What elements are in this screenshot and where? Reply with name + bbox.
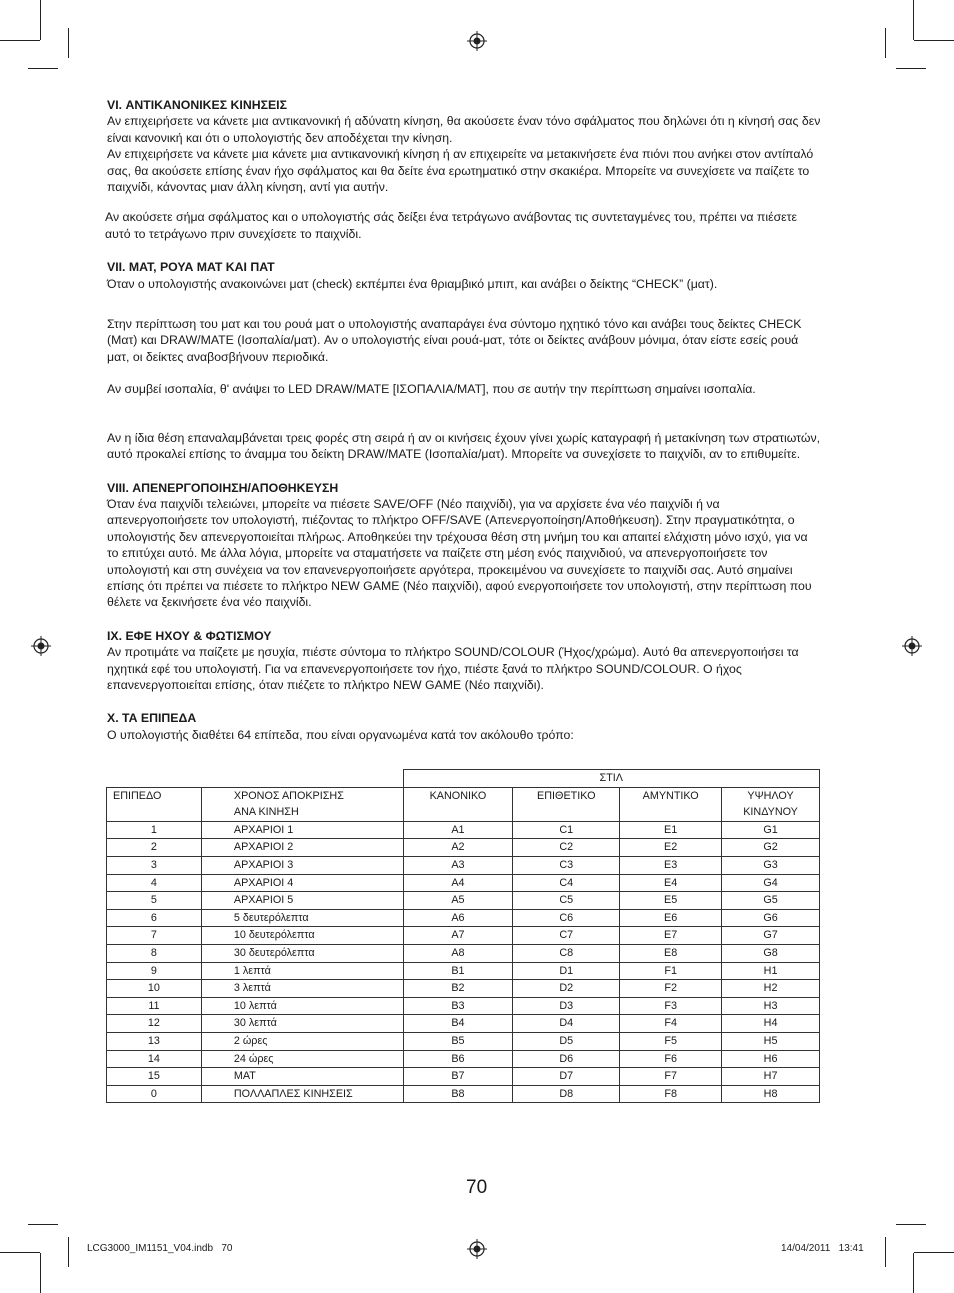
- crop-mark: [885, 1237, 886, 1267]
- crop-mark: [68, 28, 69, 58]
- cell-attack: C4: [513, 874, 620, 892]
- levels-table: [106, 769, 820, 1103]
- cell-high-risk: H1: [722, 962, 820, 980]
- cell-defense: E2: [620, 839, 722, 857]
- crop-mark: [913, 0, 914, 40]
- cell-high-risk: H7: [722, 1068, 820, 1086]
- cell-high-risk: G8: [722, 944, 820, 962]
- cell-response-time: ΜΑΤ: [201, 1068, 403, 1086]
- cell-defense: F5: [620, 1032, 722, 1050]
- col-header-defense: ΑΜΥΝΤΙΚΟ: [620, 787, 722, 821]
- table-row: [107, 909, 820, 927]
- cell-attack: D3: [513, 997, 620, 1015]
- cell-normal: B1: [403, 962, 513, 980]
- cell-response-time: 10 λεπτά: [201, 997, 403, 1015]
- table-header-row: [107, 787, 820, 821]
- cell-defense: F7: [620, 1068, 722, 1086]
- cell-high-risk: H8: [722, 1085, 820, 1103]
- cell-defense: E8: [620, 944, 722, 962]
- cell-attack: C1: [513, 821, 620, 839]
- paragraph: Αν προτιμάτε να παίζετε με ησυχία, πιέστε σύντομα το πλήκτρο SOUND/COLOUR (Ήχος/χρώμα). Αυτό θα απενεργοποιήσει τα ηχητικά εφέ του υπολογιστή. Για να επανενεργοποιήσετε τον ήχο, πιέστε ξανά το πλήκτρο SOUND/COLOUR. Ο ήχος επανενεργοποιείται επίσης, όταν πιέζετε το πλήκτρο NEW GAME (Νέο παιχνίδι).: [107, 645, 799, 692]
- cell-response-time: ΑΡΧΑΡΙΟΙ 1: [201, 821, 403, 839]
- style-group-header: ΣΤΙΛ: [403, 770, 819, 788]
- col-header-level: ΕΠΙΠΕΔΟ: [107, 787, 202, 821]
- crop-mark: [0, 40, 40, 41]
- cell-high-risk: H4: [722, 1015, 820, 1033]
- cell-high-risk: G2: [722, 839, 820, 857]
- cell-response-time: ΑΡΧΑΡΙΟΙ 4: [201, 874, 403, 892]
- cell-attack: C5: [513, 892, 620, 910]
- cell-high-risk: G1: [722, 821, 820, 839]
- cell-high-risk: G3: [722, 856, 820, 874]
- cell-response-time: 5 δευτερόλεπτα: [201, 909, 403, 927]
- table-row: [107, 839, 820, 857]
- footer-date-slug: 14/04/2011 13:41: [781, 1243, 864, 1254]
- section-heading: X. ΤΑ ΕΠΙΠΕΔΑ: [107, 711, 197, 726]
- cell-level: 14: [107, 1050, 202, 1068]
- cell-response-time: 24 ώρες: [201, 1050, 403, 1068]
- cell-response-time: 2 ώρες: [201, 1032, 403, 1050]
- cell-level: 10: [107, 980, 202, 998]
- cell-high-risk: G6: [722, 909, 820, 927]
- cell-normal: B7: [403, 1068, 513, 1086]
- cell-response-time: ΑΡΧΑΡΙΟΙ 3: [201, 856, 403, 874]
- crop-mark: [914, 40, 954, 41]
- page-number: 70: [466, 1177, 488, 1198]
- cell-level: 1: [107, 821, 202, 839]
- cell-normal: A1: [403, 821, 513, 839]
- section-heading: VI. ΑΝΤΙΚΑΝΟΝΙΚΕΣ ΚΙΝΗΣΕΙΣ: [107, 98, 287, 112]
- paragraph: Αν ακούσετε σήμα σφάλματος και ο υπολογιστής σάς δείξει ένα τετράγωνο ανάβοντας τις συντεταγμένες του, πρέπει να πιέσετε αυτό το τετράγωνο πριν συνεχίσετε το παιχνίδι.: [105, 210, 797, 241]
- paragraph: Ο υπολογιστής διαθέτει 64 επίπεδα, που είναι οργανωμένα κατά τον ακόλουθο τρόπο:: [107, 727, 574, 742]
- section-heading: VII. ΜΑΤ, ΡΟΥΑ ΜΑΤ ΚΑΙ ΠΑΤ: [107, 260, 275, 275]
- cell-defense: E6: [620, 909, 722, 927]
- cell-attack: C8: [513, 944, 620, 962]
- cell-level: 15: [107, 1068, 202, 1086]
- cell-level: 2: [107, 839, 202, 857]
- cell-high-risk: H5: [722, 1032, 820, 1050]
- cell-response-time: 30 δευτερόλεπτα: [201, 944, 403, 962]
- registration-mark-icon: [467, 1239, 487, 1259]
- table-row: [107, 1050, 820, 1068]
- paragraph: Αν συμβεί ισοπαλία, θ' ανάψει το LED DRAW/MATE [ΙΣΟΠΑΛΙΑ/ΜΑΤ], που σε αυτήν την περίπτωση σημαίνει ισοπαλία.: [107, 382, 756, 397]
- cell-level: 13: [107, 1032, 202, 1050]
- cell-defense: E3: [620, 856, 722, 874]
- cell-response-time: 10 δευτερόλεπτα: [201, 927, 403, 945]
- cell-normal: B8: [403, 1085, 513, 1103]
- cell-normal: B4: [403, 1015, 513, 1033]
- table-row: [107, 856, 820, 874]
- cell-attack: D4: [513, 1015, 620, 1033]
- cell-attack: C6: [513, 909, 620, 927]
- col-header-high-risk: ΥΨΗΛΟΥ ΚΙΝΔΥΝΟΥ: [722, 787, 820, 821]
- col-header-attack: ΕΠΙΘΕΤΙΚΟ: [513, 787, 620, 821]
- page-body: [107, 97, 822, 743]
- cell-attack: D6: [513, 1050, 620, 1068]
- table-row: [107, 927, 820, 945]
- cell-high-risk: G5: [722, 892, 820, 910]
- cell-response-time: 1 λεπτά: [201, 962, 403, 980]
- cell-attack: C3: [513, 856, 620, 874]
- cell-level: 3: [107, 856, 202, 874]
- cell-normal: B6: [403, 1050, 513, 1068]
- table-row: [107, 874, 820, 892]
- col-header-normal: ΚΑΝΟΝΙΚΟ: [403, 787, 513, 821]
- cell-normal: A2: [403, 839, 513, 857]
- crop-mark: [68, 1237, 69, 1267]
- table-row: [107, 944, 820, 962]
- crop-mark: [896, 68, 926, 69]
- table-header-row: [107, 770, 820, 788]
- paragraph: Αν η ίδια θέση επαναλαμβάνεται τρεις φορές στη σειρά ή αν οι κινήσεις έχουν γίνει χωρίς καταγραφή ή μετακίνηση των στρατιωτών, αυτό προκαλεί επίσης το άναμμα του δείκτη DRAW/MATE (Ισοπαλία/ματ). Μπορείτε να συνεχίσετε το παιχνίδι, αν το επιθυμείτε.: [107, 430, 821, 462]
- table-row: [107, 1068, 820, 1086]
- registration-mark-icon: [902, 636, 922, 656]
- cell-level: 11: [107, 997, 202, 1015]
- table-row: [107, 892, 820, 910]
- cell-normal: B5: [403, 1032, 513, 1050]
- cell-high-risk: G4: [722, 874, 820, 892]
- cell-normal: A3: [403, 856, 513, 874]
- crop-mark: [40, 0, 41, 40]
- footer-file-slug: LCG3000_IM1151_V04.indb 70: [87, 1243, 233, 1254]
- cell-attack: D7: [513, 1068, 620, 1086]
- table-row: [107, 1085, 820, 1103]
- table-row: [107, 980, 820, 998]
- cell-defense: F8: [620, 1085, 722, 1103]
- cell-level: 6: [107, 909, 202, 927]
- cell-defense: F2: [620, 980, 722, 998]
- cell-normal: A6: [403, 909, 513, 927]
- cell-defense: F4: [620, 1015, 722, 1033]
- cell-level: 12: [107, 1015, 202, 1033]
- crop-mark: [914, 1252, 954, 1253]
- cell-level: 5: [107, 892, 202, 910]
- crop-mark: [896, 1224, 926, 1225]
- cell-attack: D5: [513, 1032, 620, 1050]
- table-row: [107, 821, 820, 839]
- cell-normal: B2: [403, 980, 513, 998]
- cell-response-time: ΑΡΧΑΡΙΟΙ 2: [201, 839, 403, 857]
- table-row: [107, 1015, 820, 1033]
- section-heading: IX. ΕΦΕ ΗΧΟΥ & ΦΩΤΙΣΜΟΥ: [107, 628, 272, 643]
- crop-mark: [28, 68, 58, 69]
- col-header-response-time: ΧΡΟΝΟΣ ΑΠΟΚΡΙΣΗΣ ΑΝΑ ΚΙΝΗΣΗ: [201, 787, 403, 821]
- cell-response-time: 3 λεπτά: [201, 980, 403, 998]
- crop-mark: [40, 1253, 41, 1293]
- table-row: [107, 962, 820, 980]
- cell-level: 7: [107, 927, 202, 945]
- cell-normal: A8: [403, 944, 513, 962]
- cell-high-risk: H2: [722, 980, 820, 998]
- cell-level: 0: [107, 1085, 202, 1103]
- cell-defense: E7: [620, 927, 722, 945]
- cell-attack: D1: [513, 962, 620, 980]
- cell-level: 4: [107, 874, 202, 892]
- cell-level: 9: [107, 962, 202, 980]
- registration-mark-icon: [31, 636, 51, 656]
- cell-attack: D2: [513, 980, 620, 998]
- cell-defense: E4: [620, 874, 722, 892]
- cell-high-risk: H3: [722, 997, 820, 1015]
- crop-mark: [28, 1224, 58, 1225]
- table-row: [107, 1032, 820, 1050]
- cell-response-time: ΠΟΛΛΑΠΛΕΣ ΚΙΝΗΣΕΙΣ: [201, 1085, 403, 1103]
- cell-normal: A5: [403, 892, 513, 910]
- cell-attack: D8: [513, 1085, 620, 1103]
- registration-mark-icon: [467, 31, 487, 51]
- table-row: [107, 997, 820, 1015]
- cell-normal: A7: [403, 927, 513, 945]
- section-heading: VIII. ΑΠΕΝΕΡΓΟΠΟΙΗΣΗ/ΑΠΟΘΗΚΕΥΣΗ: [107, 480, 339, 495]
- cell-defense: F3: [620, 997, 722, 1015]
- cell-high-risk: H6: [722, 1050, 820, 1068]
- crop-mark: [913, 1253, 914, 1293]
- paragraph: Όταν ο υπολογιστής ανακοινώνει ματ (check) εκπέμπει ένα θριαμβικό μπιπ, και ανάβει ο δείκτης “CHECK” (ματ).: [107, 276, 718, 291]
- cell-response-time: ΑΡΧΑΡΙΟΙ 5: [201, 892, 403, 910]
- paragraph: Όταν ένα παιχνίδι τελειώνει, μπορείτε να πιέσετε SAVE/OFF (Νέο παιχνίδι), για να αρχίσετε ένα νέο παιχνίδι ή να απενεργοποιήσετε τον υπολογιστή, πιέζοντας το πλήκτρο OFF/SAVE (Απενεργοποίηση/Αποθήκευση). Στην πραγματικότητα, ο υπολογιστής δεν απενεργοποιείται πλήρως. Αποθηκεύει την τρέχουσα θέση στη μνήμη του και απαιτεί ελάχιστη μόνο ισχύ, για να το επιτύχει αυτό. Με άλλα λόγια, μπορείτε να σταματήσετε να παίζετε στη μέση ενός παιχνιδιού, να απενεργοποιήσετε τον υπολογιστή και στη συνέχεια να τον επανενεργοποιήσετε αργότερα, προκειμένου να συνεχίσετε το παιχνίδι σας. Αυτό σημαίνει επίσης ότι πρέπει να πιέσετε το πλήκτρο NEW GAME (Νέο παιχνίδι), αφού ενεργοποιήσετε τον υπολογιστή, στην περίπτωση που θέλετε να ξεκινήσετε ένα νέο παιχνίδι.: [107, 496, 812, 610]
- cell-response-time: 30 λεπτά: [201, 1015, 403, 1033]
- cell-attack: C2: [513, 839, 620, 857]
- cell-defense: F1: [620, 962, 722, 980]
- paragraph: Αν επιχειρήσετε να κάνετε μια κάνετε μια αντικανονική κίνηση ή αν επιχειρείτε να μετακινήσετε ένα πιόνι που ανήκει στον αντίπαλό σας, θα ακούσετε επίσης έναν ήχο σφάλματος και θα δείτε ένα ερωτηματικό στην σκακιέρα. Μπορείτε να συνεχίσετε να παίζετε το παιχνίδι, κάνοντας μιαν άλλη κίνηση, αντί για αυτήν.: [107, 147, 814, 195]
- cell-normal: B3: [403, 997, 513, 1015]
- cell-defense: E1: [620, 821, 722, 839]
- cell-normal: A4: [403, 874, 513, 892]
- paragraph: Αν επιχειρήσετε να κάνετε μια αντικανονική ή αδύνατη κίνηση, θα ακούσετε έναν τόνο σφάλματος που δηλώνει ότι η κίνησή σας δεν είναι κανονική και ότι ο υπολογιστής δεν αποδέχεται την κίνηση.: [107, 114, 821, 145]
- cell-high-risk: G7: [722, 927, 820, 945]
- cell-attack: C7: [513, 927, 620, 945]
- cell-level: 8: [107, 944, 202, 962]
- crop-mark: [0, 1252, 40, 1253]
- paragraph: Στην περίπτωση του ματ και του ρουά ματ ο υπολογιστής αναπαράγει ένα σύντομο ηχητικό τόνο και ανάβει τους δείκτες CHECK (Ματ) και DRAW/MATE (Ισοπαλία/ματ). Αν ο υπολογιστής είναι ρουά-ματ, τότε οι δείκτες ανάβουν μόνιμα, όταν είστε εσείς ρουά ματ, οι δείκτες αναβοσβήνουν περιοδικά.: [107, 317, 802, 364]
- cell-defense: E5: [620, 892, 722, 910]
- cell-defense: F6: [620, 1050, 722, 1068]
- crop-mark: [885, 28, 886, 58]
